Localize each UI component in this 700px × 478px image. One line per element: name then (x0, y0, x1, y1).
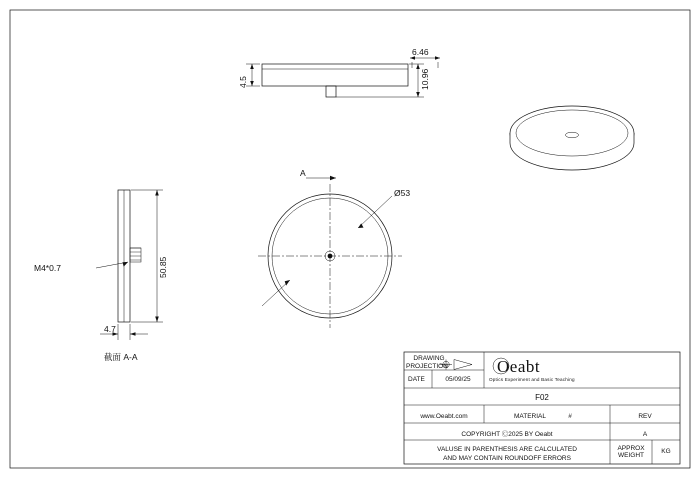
isometric-view (510, 106, 634, 170)
dim-diameter-53: Ø53 (394, 188, 411, 198)
website: www.Oeabt.com (420, 413, 468, 420)
brand-logo (489, 357, 575, 382)
section-caption: 截面 A-A (104, 352, 138, 362)
material-label: MATERIAL (513, 413, 547, 420)
side-elevation-view (238, 47, 440, 97)
title-block (404, 352, 680, 464)
brand-name: Oeabt (497, 357, 541, 376)
dim-6-46: 6.46 (412, 47, 429, 57)
dim-4-5: 4.5 (238, 76, 248, 88)
dim-10-96: 10.96 (420, 68, 430, 90)
dim-4-7: 4.7 (104, 324, 116, 334)
approx-weight-value: KG (661, 448, 671, 455)
brand-tagline: Optics Experiment and Basic Teaching (489, 377, 575, 382)
front-circular-view (258, 168, 410, 328)
date-label: DATE (408, 376, 425, 383)
copyright-text: COPYRIGHT Ⓒ2025 BY Oeabt (461, 431, 553, 438)
approx-weight-label-2: WEIGHT (618, 452, 644, 459)
material-value: # (568, 413, 572, 420)
rev-value: A (642, 431, 648, 438)
dim-50-85: 50.85 (158, 256, 168, 278)
date-value: 05/09/25 (445, 376, 471, 383)
note-line-2: AND MAY CONTAIN ROUNDOFF ERRORS (443, 455, 571, 462)
part-number: F02 (535, 393, 549, 402)
section-a-a-view (34, 190, 168, 362)
note-line-1: VALUSE IN PARENTHESIS ARE CALCULATED (437, 446, 577, 453)
drawing-label: DRAWING (413, 355, 445, 362)
thread-callout: M4*0.7 (34, 263, 61, 273)
section-label-a: A (300, 168, 306, 178)
projection-label: PROJECTION (406, 363, 448, 370)
approx-weight-label-1: APPROX (617, 445, 645, 452)
rev-label: REV (638, 413, 652, 420)
